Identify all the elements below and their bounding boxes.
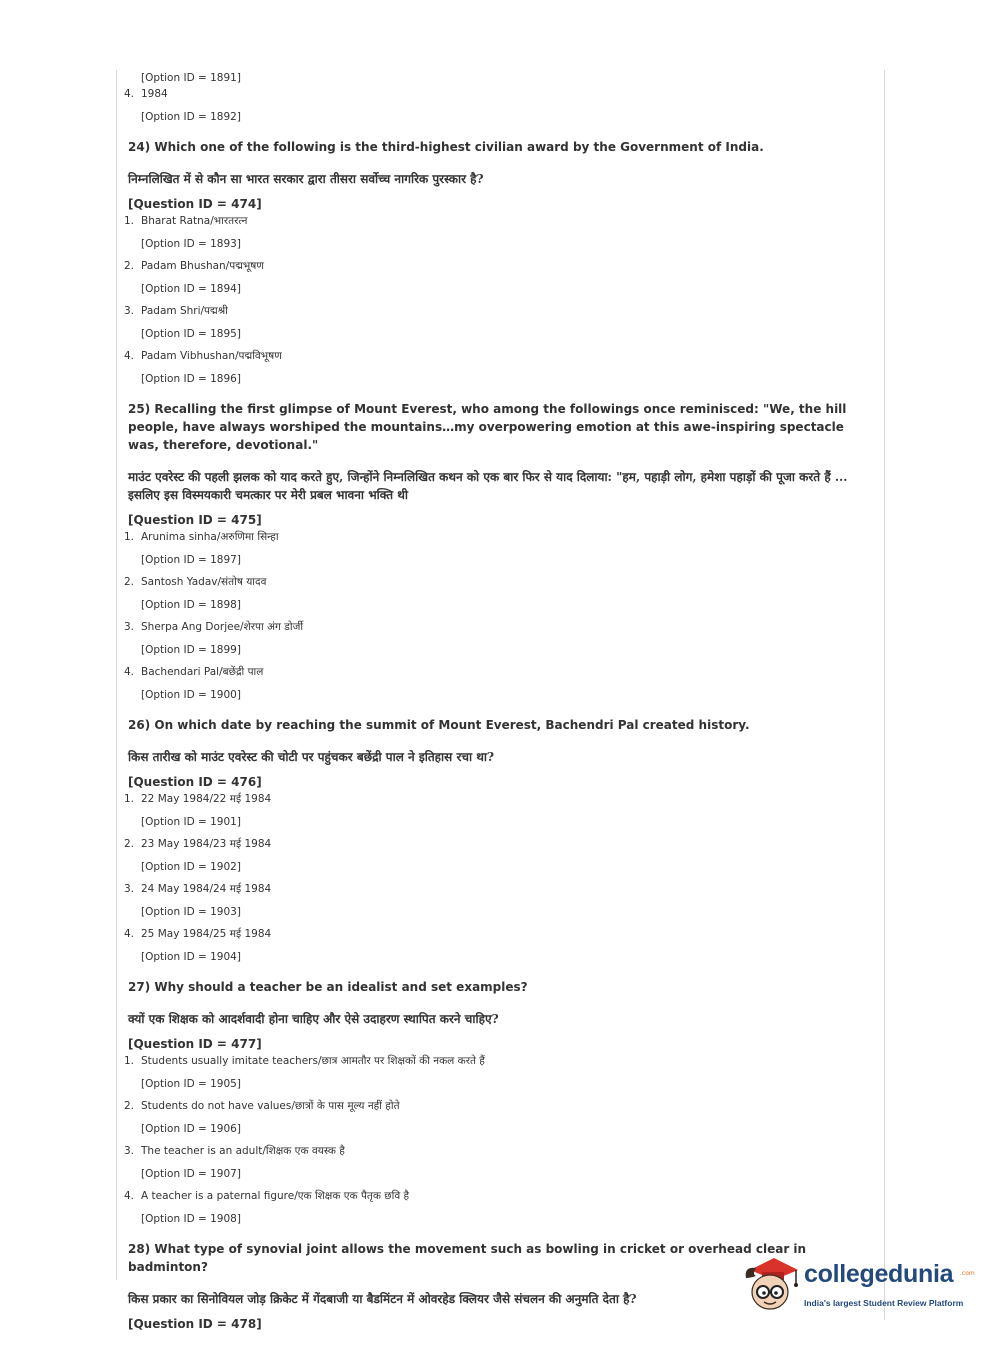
- option-item: [124, 838, 876, 851]
- brand-tagline: India's largest Student Review Platform: [804, 1298, 964, 1308]
- option-item: [124, 1190, 876, 1203]
- option-list: [124, 531, 876, 702]
- option-number: 4.: [124, 1190, 135, 1202]
- option-group: [124, 928, 876, 964]
- option-id: [Option ID = 1892]: [141, 111, 241, 123]
- option-text: 1984: [141, 88, 168, 100]
- option-text: A teacher is a paternal figure/एक शिक्षक एक पैतृक छवि है: [141, 1190, 410, 1202]
- question-text-hindi: किस प्रकार का सिनोवियल जोड़ क्रिकेट में गेंदबाजी या बैडमिंटन में ओवरहेड क्लियर जैसे संचलन की अनुमति देता है?: [128, 1292, 637, 1306]
- question-block: [124, 978, 876, 1226]
- option-number: 3.: [124, 1145, 135, 1157]
- question-id: [Question ID = 477]: [128, 1037, 262, 1051]
- option-group: [124, 1055, 876, 1091]
- mascot-graduate-icon: [742, 1252, 800, 1312]
- option-id: [Option ID = 1900]: [141, 689, 241, 701]
- option-item: [124, 350, 876, 363]
- option-list: [124, 793, 876, 964]
- option-group: [124, 260, 876, 296]
- option-number: 2.: [124, 1100, 135, 1112]
- option-number: 1.: [124, 531, 135, 543]
- option-id: [Option ID = 1897]: [141, 554, 241, 566]
- option-item: [124, 576, 876, 589]
- option-id: [Option ID = 1906]: [141, 1123, 241, 1135]
- option-group: [124, 305, 876, 341]
- option-id: [Option ID = 1903]: [141, 906, 241, 918]
- option-number: 2.: [124, 260, 135, 272]
- question-text-hindi: निम्नलिखित में से कौन सा भारत सरकार द्वारा तीसरा सर्वोच्च नागरिक पुरस्कार है?: [128, 172, 484, 186]
- left-margin-rule: [116, 70, 117, 1280]
- option-list: [124, 215, 876, 386]
- right-margin-rule: [884, 70, 885, 1320]
- option-text: Sherpa Ang Dorjee/शेरपा अंग डोर्जी: [141, 621, 304, 633]
- question-block: [124, 400, 876, 702]
- option-text: Students do not have values/छात्रों के पास मूल्य नहीं होते: [141, 1100, 400, 1112]
- option-item: [124, 1055, 876, 1068]
- option-id: [Option ID = 1891]: [141, 72, 241, 84]
- option-group: [124, 215, 876, 251]
- option-text: 22 May 1984/22 मई 1984: [141, 793, 272, 805]
- option-id: [Option ID = 1901]: [141, 816, 241, 828]
- option-group: [124, 793, 876, 829]
- option-number: 3.: [124, 305, 135, 317]
- option-item: [124, 883, 876, 896]
- question-id: [Question ID = 475]: [128, 513, 262, 527]
- option-text: Padam Bhushan/पद्मभूषण: [141, 260, 264, 272]
- collegedunia-logo: [742, 1250, 975, 1316]
- option-item: [124, 793, 876, 806]
- question-list: [124, 138, 876, 1332]
- question-id: [Question ID = 478]: [128, 1317, 262, 1331]
- option-text: 23 May 1984/23 मई 1984: [141, 838, 272, 850]
- option-id: [Option ID = 1905]: [141, 1078, 241, 1090]
- option-group: [124, 1100, 876, 1136]
- option-number: 2.: [124, 838, 135, 850]
- question-text-english: 25) Recalling the first glimpse of Mount Everest, who among the followings once reminisced: "We, the hill people, have always worshiped the mountains…my overpowering emotion at this awe-inspiring spectacle was, therefore, devotional.": [128, 402, 847, 452]
- option-item: [124, 1100, 876, 1113]
- option-text: Bachendari Pal/बछेंद्री पाल: [141, 666, 264, 678]
- option-number: 2.: [124, 576, 135, 588]
- option-id: [Option ID = 1908]: [141, 1213, 241, 1225]
- option-group: [124, 666, 876, 702]
- option-text: The teacher is an adult/शिक्षक एक वयस्क है: [141, 1145, 345, 1157]
- option-number: 1.: [124, 793, 135, 805]
- option-number: 1.: [124, 1055, 135, 1067]
- option-id: [Option ID = 1899]: [141, 644, 241, 656]
- option-item: [124, 621, 876, 634]
- question-block: [124, 716, 876, 964]
- option-group: [124, 1190, 876, 1226]
- option-item: [124, 260, 876, 273]
- option-list: [124, 1055, 876, 1226]
- option-group: [124, 350, 876, 386]
- option-id: [Option ID = 1896]: [141, 373, 241, 385]
- question-id: [Question ID = 476]: [128, 775, 262, 789]
- brand-name: collegedunia: [804, 1260, 954, 1288]
- question-paper-content: [124, 72, 876, 1332]
- option-number: 4.: [124, 666, 135, 678]
- option-text: Padam Shri/पद्मश्री: [141, 305, 228, 317]
- option-group: [124, 621, 876, 657]
- option-id: [Option ID = 1898]: [141, 599, 241, 611]
- option-text: Students usually imitate teachers/छात्र आमतौर पर शिक्षकों की नकल करते हैं: [141, 1055, 485, 1067]
- option-group: [124, 576, 876, 612]
- option-group: [124, 1145, 876, 1181]
- question-id: [Question ID = 474]: [128, 197, 262, 211]
- question-text-hindi: किस तारीख को माउंट एवरेस्ट की चोटी पर पहुंचकर बछेंद्री पाल ने इतिहास रचा था?: [128, 750, 495, 764]
- option-id: [Option ID = 1894]: [141, 283, 241, 295]
- option-text: Padam Vibhushan/पद्मविभूषण: [141, 350, 282, 362]
- question-text-english: 26) On which date by reaching the summit of Mount Everest, Bachendri Pal created history.: [128, 718, 750, 732]
- option-number: 1.: [124, 215, 135, 227]
- question-block: [124, 138, 876, 386]
- brand-suffix: .com: [960, 1270, 975, 1277]
- option-number: 4.: [124, 350, 135, 362]
- question-text-english: 24) Which one of the following is the third-highest civilian award by the Government of India.: [128, 140, 764, 154]
- option-item: [124, 531, 876, 544]
- option-id: [Option ID = 1895]: [141, 328, 241, 340]
- option-group: [124, 883, 876, 919]
- question-text-hindi: क्यों एक शिक्षक को आदर्शवादी होना चाहिए और ऐसे उदाहरण स्थापित करने चाहिए?: [128, 1012, 499, 1026]
- option-number: 4.: [124, 928, 135, 940]
- option-group: [124, 838, 876, 874]
- option-text: Bharat Ratna/भारतरत्न: [141, 215, 248, 227]
- question-text-english: 28) What type of synovial joint allows the movement such as bowling in cricket or overhead clear in badminton?: [128, 1242, 807, 1274]
- option-item: [124, 215, 876, 228]
- option-item: [124, 88, 876, 101]
- option-text: 24 May 1984/24 मई 1984: [141, 883, 272, 895]
- option-id: [Option ID = 1904]: [141, 951, 241, 963]
- option-item: [124, 305, 876, 318]
- option-group: [124, 531, 876, 567]
- option-id: [Option ID = 1907]: [141, 1168, 241, 1180]
- option-number: 3.: [124, 883, 135, 895]
- option-number: 4.: [124, 88, 135, 100]
- option-item: [124, 1145, 876, 1158]
- option-text: 25 May 1984/25 मई 1984: [141, 928, 272, 940]
- option-number: 3.: [124, 621, 135, 633]
- question-text-hindi: माउंट एवरेस्ट की पहली झलक को याद करते हुए, जिन्होंने निम्नलिखित कथन को एक बार फिर से याद दिलाया: "हम, पहाड़ी लोग, हमेशा पहाड़ों की पूजा करते हैं ... इसलिए इस विस्मयकारी चमत्कार पर मेरी प्रबल भावना भक्ति थी: [128, 470, 848, 502]
- previous-question-tail: [124, 72, 876, 124]
- option-text: Santosh Yadav/संतोष यादव: [141, 576, 267, 588]
- option-id: [Option ID = 1893]: [141, 238, 241, 250]
- option-item: [124, 928, 876, 941]
- option-item: [124, 666, 876, 679]
- option-text: Arunima sinha/अरुणिमा सिन्हा: [141, 531, 279, 543]
- question-text-english: 27) Why should a teacher be an idealist and set examples?: [128, 980, 528, 994]
- option-id: [Option ID = 1902]: [141, 861, 241, 873]
